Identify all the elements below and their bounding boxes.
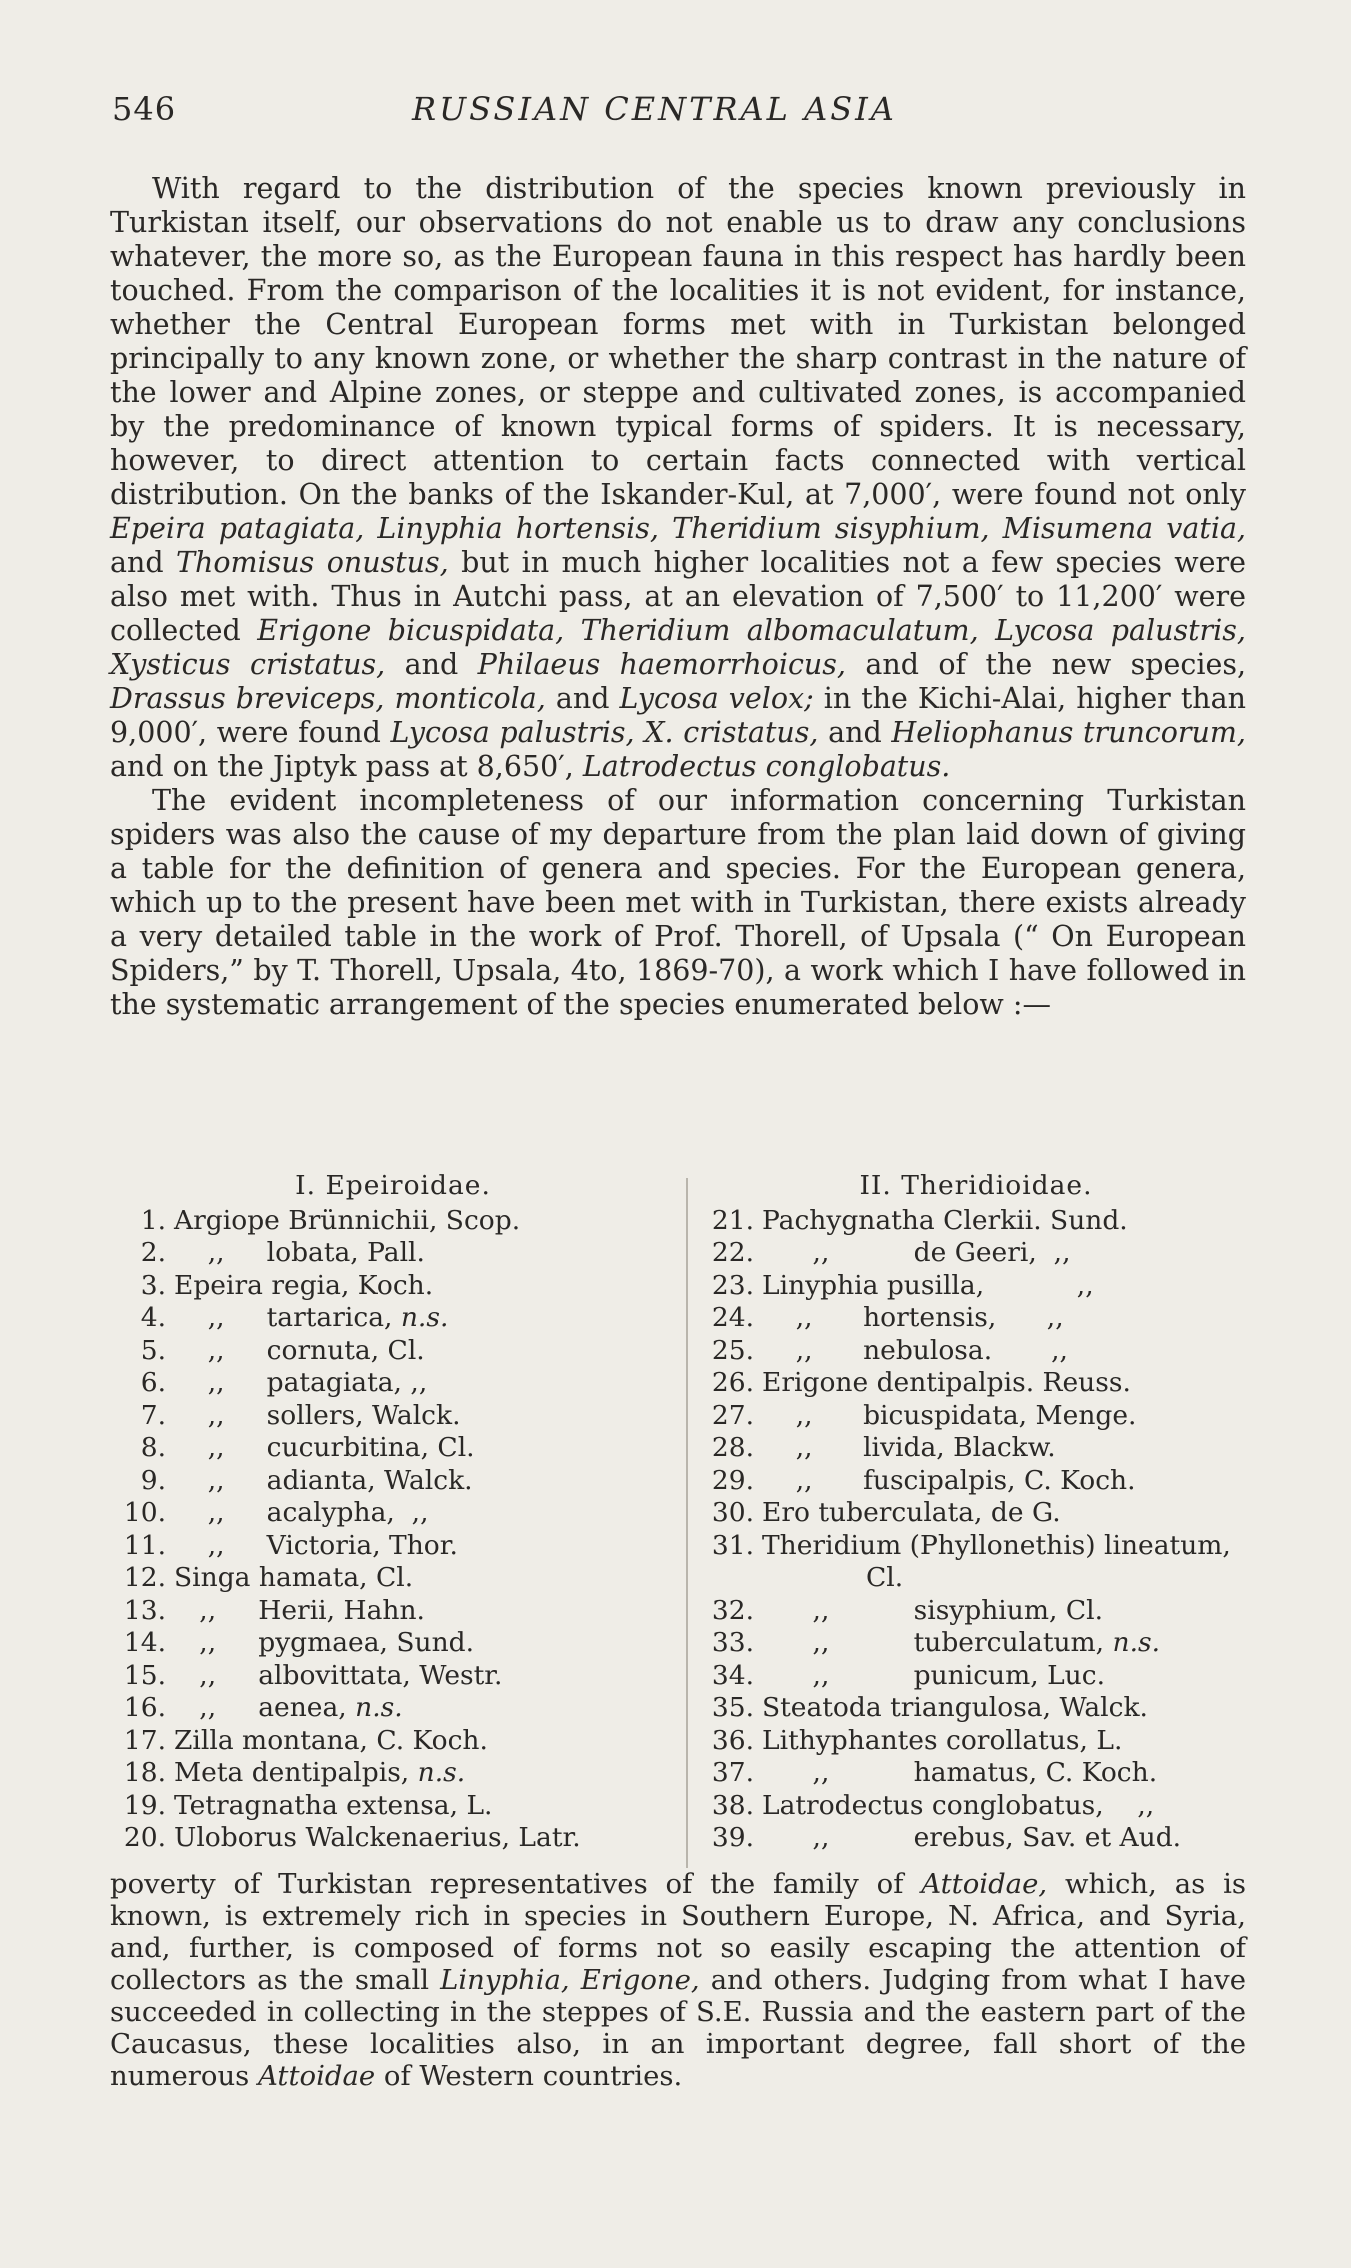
species-row (696, 1335, 1256, 1368)
species-text: Theridium (Phyllonethis) lineatum, (762, 1529, 1231, 1561)
species-number: 30. (711, 1497, 754, 1528)
family-theridioidae (696, 1170, 1256, 1855)
species-row (108, 1757, 678, 1790)
new-species-mark: n.s. (1112, 1627, 1161, 1658)
species-name (762, 1822, 1256, 1855)
species-number: 37. (711, 1757, 754, 1788)
italic-taxon-text: Heliophanus truncorum, (891, 716, 1246, 749)
species-number: 7. (140, 1399, 166, 1431)
new-species-mark: n.s. (400, 1302, 449, 1333)
species-name (762, 1627, 1256, 1660)
species-number: 35. (711, 1692, 754, 1723)
text-run: and (818, 716, 892, 749)
species-name (762, 1790, 1256, 1823)
species-number: 2. (140, 1237, 166, 1268)
species-name (174, 1465, 678, 1498)
species-text: ,, nebulosa. ,, (762, 1334, 1068, 1366)
species-number: 26. (711, 1367, 754, 1398)
species-row (108, 1465, 678, 1498)
text-run: and others. Judging from what I have succeeded in collecting in the steppes of S.E. Russia and the eastern part of the Caucasus, these localities also, in an important degree, fall short of the numerous (110, 1964, 1246, 2092)
species-list (108, 1170, 1248, 1860)
species-name (174, 1790, 678, 1823)
species-row (696, 1595, 1256, 1628)
species-number: 22. (711, 1237, 754, 1268)
species-row (108, 1270, 678, 1303)
species-text: Epeira regia, Koch. (174, 1269, 434, 1301)
species-text: ,, patagiata, ,, (174, 1367, 428, 1398)
species-name (174, 1822, 678, 1855)
species-number: 17. (123, 1724, 166, 1756)
species-row (696, 1237, 1256, 1270)
species-name (762, 1465, 1256, 1498)
species-number: 9. (140, 1464, 166, 1496)
family-epeiroidae (108, 1170, 678, 1855)
species-number: 39. (711, 1822, 754, 1853)
species-text: ,, hamatus, C. Koch. (762, 1757, 1158, 1788)
species-text: ,, albovittata, Westr. (174, 1659, 503, 1691)
italic-taxon-text: Epeira patagiata, Linyphia hortensis, Theridium sisyphium, Misumena vatia, (110, 512, 1246, 545)
species-row (696, 1822, 1256, 1855)
species-number: 5. (140, 1334, 166, 1366)
species-text: ,, livida, Blackw. (762, 1432, 1056, 1463)
species-text: ,, cucurbitina, Cl. (174, 1432, 475, 1463)
text-run: and (545, 682, 620, 715)
text-run: which, as is known, is extremely rich in species in Southern Europe, N. Africa, and Syria, and, further, is composed of forms not so easily escaping the attention of collectors as the small (110, 1868, 1246, 1996)
species-name (762, 1270, 1256, 1303)
text-run: and of the new species, (845, 648, 1246, 681)
column-divider (686, 1178, 688, 1868)
species-name (762, 1400, 1256, 1433)
species-row (108, 1497, 678, 1530)
species-number: 19. (123, 1789, 166, 1821)
page-number: 546 (112, 90, 177, 128)
species-number: 33. (711, 1627, 754, 1658)
species-number: 38. (711, 1789, 754, 1821)
family-title: I. Epeiroidae. (295, 1170, 491, 1201)
species-text: Singa hamata, Cl. (174, 1562, 414, 1593)
family-title: II. Theridioidae. (859, 1170, 1093, 1201)
species-number: 12. (123, 1562, 166, 1593)
species-row (696, 1465, 1256, 1498)
species-text: ,, Herii, Hahn. (174, 1594, 425, 1626)
species-row (696, 1367, 1256, 1400)
species-text: ,, punicum, Luc. (762, 1659, 1106, 1691)
species-number: 27. (711, 1399, 754, 1431)
species-row (696, 1660, 1256, 1693)
text-run: and on the Jiptyk pass at 8,650′, (110, 750, 583, 783)
species-name (762, 1205, 1256, 1238)
species-row (696, 1270, 1256, 1303)
text-run: in the Kichi-Alai, higher than 9,000′, were found (110, 682, 1246, 749)
species-row (696, 1497, 1256, 1530)
species-row (696, 1692, 1256, 1725)
species-name (174, 1692, 678, 1725)
species-name (174, 1335, 678, 1368)
species-number: 21. (711, 1204, 754, 1236)
species-text: Uloborus Walckenaerius, Latr. (174, 1822, 581, 1853)
species-name (174, 1302, 678, 1335)
italic-taxon-text: Drassus breviceps, monticola, (110, 682, 546, 715)
species-number: 15. (123, 1659, 166, 1691)
species-row (108, 1302, 678, 1335)
species-name (174, 1237, 678, 1270)
species-row (696, 1400, 1256, 1433)
species-text: ,, pygmaea, Sund. (174, 1627, 475, 1658)
species-number: 24. (711, 1302, 754, 1333)
species-text: Lithyphantes corollatus, L. (762, 1724, 1123, 1756)
italic-taxon-text: Philaeus haemorrhoicus, (477, 648, 846, 681)
species-row (108, 1530, 678, 1563)
text-run: and (385, 648, 478, 681)
species-name (762, 1302, 1256, 1335)
species-name (762, 1237, 1256, 1270)
species-number: 3. (140, 1269, 166, 1301)
species-number: 16. (123, 1692, 166, 1723)
main-text (110, 172, 1246, 1022)
text-run: With regard to the distribution of the species known previously in Turkistan itself, our observations do not enable us to draw any conclusions whatever, the more so, as the European fauna in this respect has hardly been touched. From the comparison of the localities it is not evident, for instance, whether the Central European forms met with in Turkistan belonged principally to any known zone, or whether the sharp contrast in the nature of the lower and Alpine zones, or steppe and cultivated zones, is accompanied by the predominance of known typical forms of spiders. It is necessary, however, to direct attention to certain facts connected with vertical distribution. On the banks of the Iskander-Kul, at 7,000′, were found not only (110, 172, 1246, 511)
text-run: of Western countries. (375, 2060, 683, 2092)
species-name (174, 1725, 678, 1758)
species-text: ,, sollers, Walck. (174, 1399, 461, 1431)
species-name (762, 1757, 1256, 1790)
species-text: ,, bicuspidata, Menge. (762, 1399, 1137, 1431)
species-text: Steatoda triangulosa, Walck. (762, 1692, 1148, 1723)
italic-taxon-text: Latrodectus conglobatus. (582, 750, 951, 783)
species-number: 4. (140, 1302, 166, 1333)
species-text: ,, acalypha, ,, (174, 1497, 429, 1528)
species-row (108, 1660, 678, 1693)
italic-taxon-text: Thomisus onustus, (176, 546, 449, 579)
species-text: ,, tuberculatum, (762, 1627, 1113, 1658)
species-number: 20. (123, 1822, 166, 1853)
species-items (696, 1205, 1256, 1855)
species-items (108, 1205, 678, 1855)
species-text: Latrodectus conglobatus, ,, (762, 1789, 1155, 1821)
species-number: 34. (711, 1659, 754, 1691)
italic-taxon-text: Attoidae, (921, 1868, 1048, 1900)
species-name (174, 1562, 678, 1595)
species-row (696, 1432, 1256, 1465)
species-name (762, 1660, 1256, 1693)
species-row (108, 1725, 678, 1758)
species-name (174, 1367, 678, 1400)
paragraph-attoidae (110, 1868, 1246, 2092)
species-number: 18. (123, 1757, 166, 1788)
species-number: 10. (123, 1497, 166, 1528)
species-row (108, 1205, 678, 1238)
species-name (174, 1432, 678, 1465)
species-text: ,, aenea, (174, 1692, 356, 1723)
new-species-mark: n.s. (355, 1692, 403, 1723)
species-row (696, 1725, 1256, 1758)
species-text: ,, erebus, Sav. et Aud. (762, 1822, 1182, 1853)
species-number: 25. (711, 1334, 754, 1366)
species-text: Zilla montana, C. Koch. (174, 1724, 488, 1756)
new-species-mark: n.s. (417, 1757, 466, 1788)
species-text: ,, sisyphium, Cl. (762, 1594, 1103, 1626)
species-row (696, 1757, 1256, 1790)
species-number: 29. (711, 1464, 754, 1496)
running-title: RUSSIAN CENTRAL ASIA (412, 90, 897, 128)
species-name (762, 1530, 1256, 1563)
species-text: ,, Victoria, Thor. (174, 1529, 458, 1561)
species-number: 13. (123, 1594, 166, 1626)
species-number: 32. (711, 1594, 754, 1626)
species-row (696, 1302, 1256, 1335)
species-row (108, 1595, 678, 1628)
species-number: 14. (123, 1627, 166, 1658)
continuation-text (110, 1868, 1246, 2092)
species-name (762, 1432, 1256, 1465)
species-name (174, 1757, 678, 1790)
species-name (174, 1205, 678, 1238)
species-row (696, 1627, 1256, 1660)
species-text: ,, tartarica, (174, 1302, 401, 1333)
species-name (762, 1725, 1256, 1758)
paragraph-vertical-distribution (110, 172, 1246, 784)
species-number: 11. (123, 1529, 166, 1561)
species-text: ,, hortensis, ,, (762, 1302, 1064, 1333)
species-continuation: Cl. (866, 1562, 904, 1593)
text-run: poverty of Turkistan representatives of the family of (110, 1868, 922, 1900)
text-run: The evident incompleteness of our information concerning Turkistan spiders was also the cause of my departure from the plan laid down of giving a table for the definition of genera and species. For the European genera, which up to the present have been met with in Turkistan, there exists already a very detailed table in the work of Prof. Thorell, of Upsala (“ On European Spiders,” by T. Thorell, Upsala, 4to, 1869-70), a work which I have followed in the systematic arrangement of the species enumerated below :— (110, 784, 1246, 1021)
paragraph-incompleteness (110, 784, 1246, 1022)
text-run: but in much higher localities not a few species were also met with. Thus in Autchi pass, at an elevation of 7,500′ to 11,200′ were collected (110, 546, 1246, 647)
species-name (762, 1692, 1256, 1725)
species-text: ,, lobata, Pall. (174, 1237, 425, 1268)
species-number: 31. (711, 1529, 754, 1561)
species-name (762, 1497, 1256, 1530)
species-text: Erigone dentipalpis. Reuss. (762, 1367, 1131, 1398)
italic-taxon-text: Lycosa velox; (619, 682, 814, 715)
species-name (174, 1270, 678, 1303)
species-row (108, 1692, 678, 1725)
species-name (174, 1627, 678, 1660)
species-number: 6. (140, 1367, 166, 1398)
species-text: Tetragnatha extensa, L. (174, 1789, 493, 1821)
species-row (696, 1205, 1256, 1238)
species-name (762, 1367, 1256, 1400)
species-row (696, 1790, 1256, 1823)
species-text: Linyphia pusilla, ,, (762, 1269, 1094, 1301)
species-text: ,, de Geeri, ,, (762, 1237, 1071, 1268)
species-name (174, 1530, 678, 1563)
species-row (108, 1822, 678, 1855)
species-number: 36. (711, 1724, 754, 1756)
species-row (108, 1627, 678, 1660)
italic-taxon-text: Linyphia, Erigone, (440, 1964, 700, 1996)
species-row (108, 1400, 678, 1433)
species-number: 28. (711, 1432, 754, 1463)
species-text: Ero tuberculata, de G. (762, 1497, 1061, 1528)
species-name (762, 1335, 1256, 1368)
species-text: Pachygnatha Clerkii. Sund. (762, 1204, 1128, 1236)
species-name (174, 1400, 678, 1433)
species-row (108, 1237, 678, 1270)
species-name (174, 1660, 678, 1693)
species-number: 8. (140, 1432, 166, 1463)
species-text: ,, cornuta, Cl. (174, 1334, 425, 1366)
species-row (108, 1367, 678, 1400)
species-text: ,, adianta, Walck. (174, 1464, 473, 1496)
text-run: and (110, 546, 177, 579)
species-row (696, 1530, 1256, 1563)
species-name (174, 1497, 678, 1530)
species-text: Meta dentipalpis, (174, 1757, 418, 1788)
species-row (108, 1790, 678, 1823)
species-row (108, 1432, 678, 1465)
species-row (108, 1335, 678, 1368)
species-name (762, 1595, 1256, 1628)
italic-taxon-text: Attoidae (258, 2060, 376, 2092)
italic-taxon-text: Lycosa palustris, X. cristatus, (390, 716, 819, 749)
species-text: ,, fuscipalpis, C. Koch. (762, 1464, 1136, 1496)
species-number: 23. (711, 1269, 754, 1301)
italic-taxon-text: Erigone bicuspidata, Theridium albomaculatum, Lycosa palustris, Xysticus cristatus, (110, 614, 1246, 681)
species-row (108, 1562, 678, 1595)
species-text: Argiope Brünnichii, Scop. (174, 1204, 521, 1236)
species-number: 1. (140, 1204, 166, 1236)
species-name (174, 1595, 678, 1628)
